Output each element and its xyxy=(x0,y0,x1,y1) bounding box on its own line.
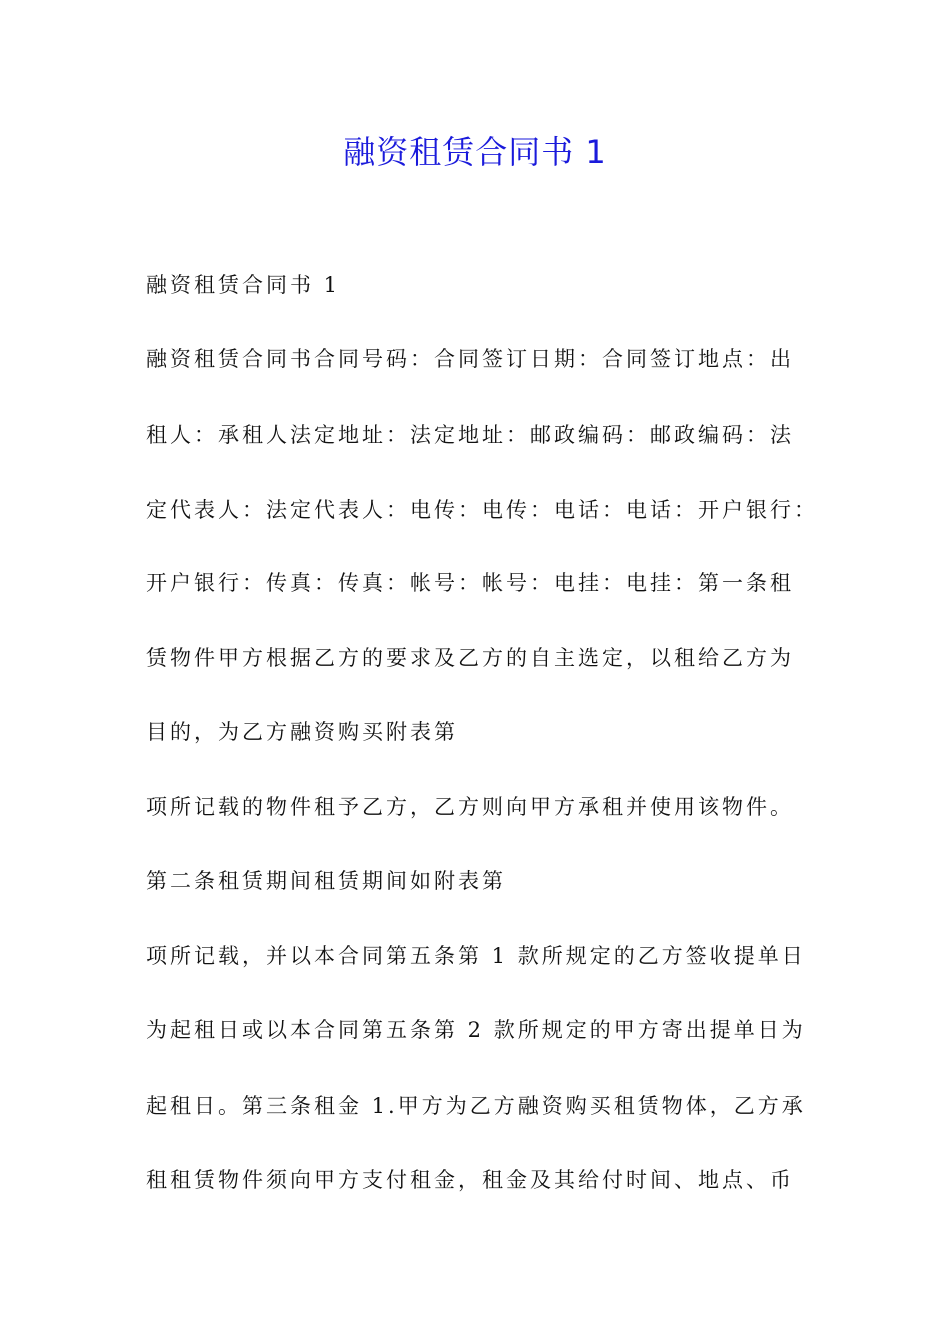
body-line-3: 租人：承租人法定地址：法定地址：邮政编码：邮政编码：法 xyxy=(146,423,794,447)
body-line-7: 目的，为乙方融资购买附表第 xyxy=(146,720,458,744)
document-title: 融资租赁合同书 1 xyxy=(343,133,607,171)
body-line-9: 第二条租赁期间租赁期间如附表第 xyxy=(146,869,506,893)
body-line-6: 赁物件甲方根据乙方的要求及乙方的自主选定，以租给乙方为 xyxy=(146,646,794,670)
body-line-8: 项所记载的物件租予乙方，乙方则向甲方承租并使用该物件。 xyxy=(146,795,794,819)
body-line-10: 项所记载，并以本合同第五条第 1 款所规定的乙方签收提单日 xyxy=(146,944,806,968)
body-line-5: 开户银行：传真：传真：帐号：帐号：电挂：电挂：第一条租 xyxy=(146,571,794,595)
body-line-4: 定代表人：法定代表人：电传：电传：电话：电话：开户银行： xyxy=(146,498,818,522)
body-line-11: 为起租日或以本合同第五条第 2 款所规定的甲方寄出提单日为 xyxy=(146,1018,806,1042)
body-line-2: 融资租赁合同书合同号码：合同签订日期：合同签订地点：出 xyxy=(146,347,794,371)
body-line-12: 起租日。第三条租金 1.甲方为乙方融资购买租赁物体，乙方承 xyxy=(146,1094,806,1118)
body-line-1: 融资租赁合同书 1 xyxy=(146,273,341,297)
body-line-13: 租租赁物件须向甲方支付租金，租金及其给付时间、地点、币 xyxy=(146,1168,794,1192)
